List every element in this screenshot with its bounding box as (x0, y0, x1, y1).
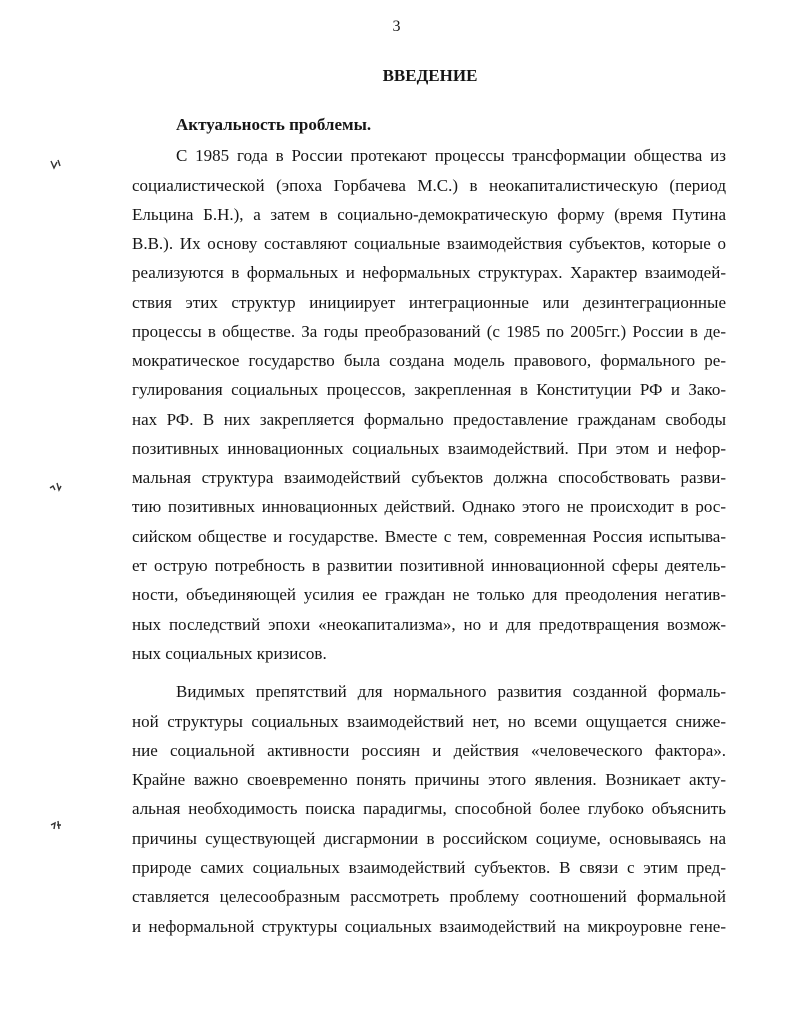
section-title: Актуальность проблемы. (176, 115, 372, 134)
margin-mark (48, 157, 64, 171)
paragraph-line: реализуются в формальных и неформальных структурах. Характер взаимодей- (132, 263, 726, 282)
paragraph-line: процессы в обществе. За годы преобразований (с 1985 по 2005гг.) России в де- (132, 322, 726, 341)
paragraph-line: причины существующей дисгармонии в российском социуме, основываясь на (132, 829, 726, 848)
paragraph-line: Крайне важно своевременно понять причины этого явления. Возникает акту- (132, 770, 726, 789)
paragraph-line: Ельцина Б.Н.), а затем в социально-демократическую форму (время Путина (132, 205, 726, 224)
paragraph-line: ности, объединяющей усилия ее граждан не только для преодоления негатив- (132, 585, 726, 604)
margin-mark (48, 818, 64, 832)
paragraph-line: нах РФ. В них закрепляется формально предоставление гражданам свободы (132, 410, 726, 429)
paragraph-line: природе самих социальных взаимодействий субъектов. В связи с этим пред- (132, 858, 726, 877)
paragraph-line: тию позитивных инновационных действий. Однако этого не происходит в рос- (132, 497, 726, 516)
page-number: 3 (392, 18, 401, 35)
paragraph-line: альная необходимость поиска парадигмы, способной более глубоко объяснить (132, 799, 726, 818)
paragraph-line: сийском обществе и государстве. Вместе с тем, современная Россия испытыва- (132, 527, 726, 546)
paragraph-line: В.В.). Их основу составляют социальные взаимодействия субъектов, которые о (132, 234, 726, 253)
paragraph-line: ных последствий эпохи «неокапитализма», но и для предотвращения возмож- (132, 615, 726, 634)
paragraph-line: ставляется целесообразным рассмотреть проблему соотношений формальной (132, 887, 726, 906)
paragraph-line: ной структуры социальных взаимодействий нет, но всеми ощущается сниже- (132, 712, 726, 731)
paragraph-line: и неформальной структуры социальных взаимодействий на микроуровне гене- (132, 917, 726, 936)
paragraph-line: мальная структура взаимодействий субъектов должна способствовать разви- (132, 468, 726, 487)
paragraph-line: Видимых препятствий для нормального развития созданной формаль- (176, 682, 726, 701)
paragraph-line: социалистической (эпоха Горбачева М.С.) в неокапиталистическую (период (132, 176, 726, 195)
page-heading: ВВЕДЕНИЕ (382, 66, 478, 85)
paragraph-line: мократическое государство была создана модель правового, формального ре- (132, 351, 726, 370)
paragraph-line: ет острую потребность в развитии позитивной инновационной сферы деятель- (132, 556, 726, 575)
paragraph-line: ние социальной активности россиян и действия «человеческого фактора». (132, 741, 726, 760)
paragraph-line: позитивных инновационных социальных взаимодействий. При этом и нефор- (132, 439, 726, 458)
paragraph-line: гулирования социальных процессов, закрепленная в Конституции РФ и Зако- (132, 380, 726, 399)
paragraph-line: ствия этих структур инициирует интеграционные или дезинтеграционные (132, 293, 726, 312)
margin-mark (48, 480, 64, 494)
paragraph-line: С 1985 года в России протекают процессы трансформации общества из (176, 146, 726, 165)
paragraph-line: ных социальных кризисов. (132, 644, 327, 663)
